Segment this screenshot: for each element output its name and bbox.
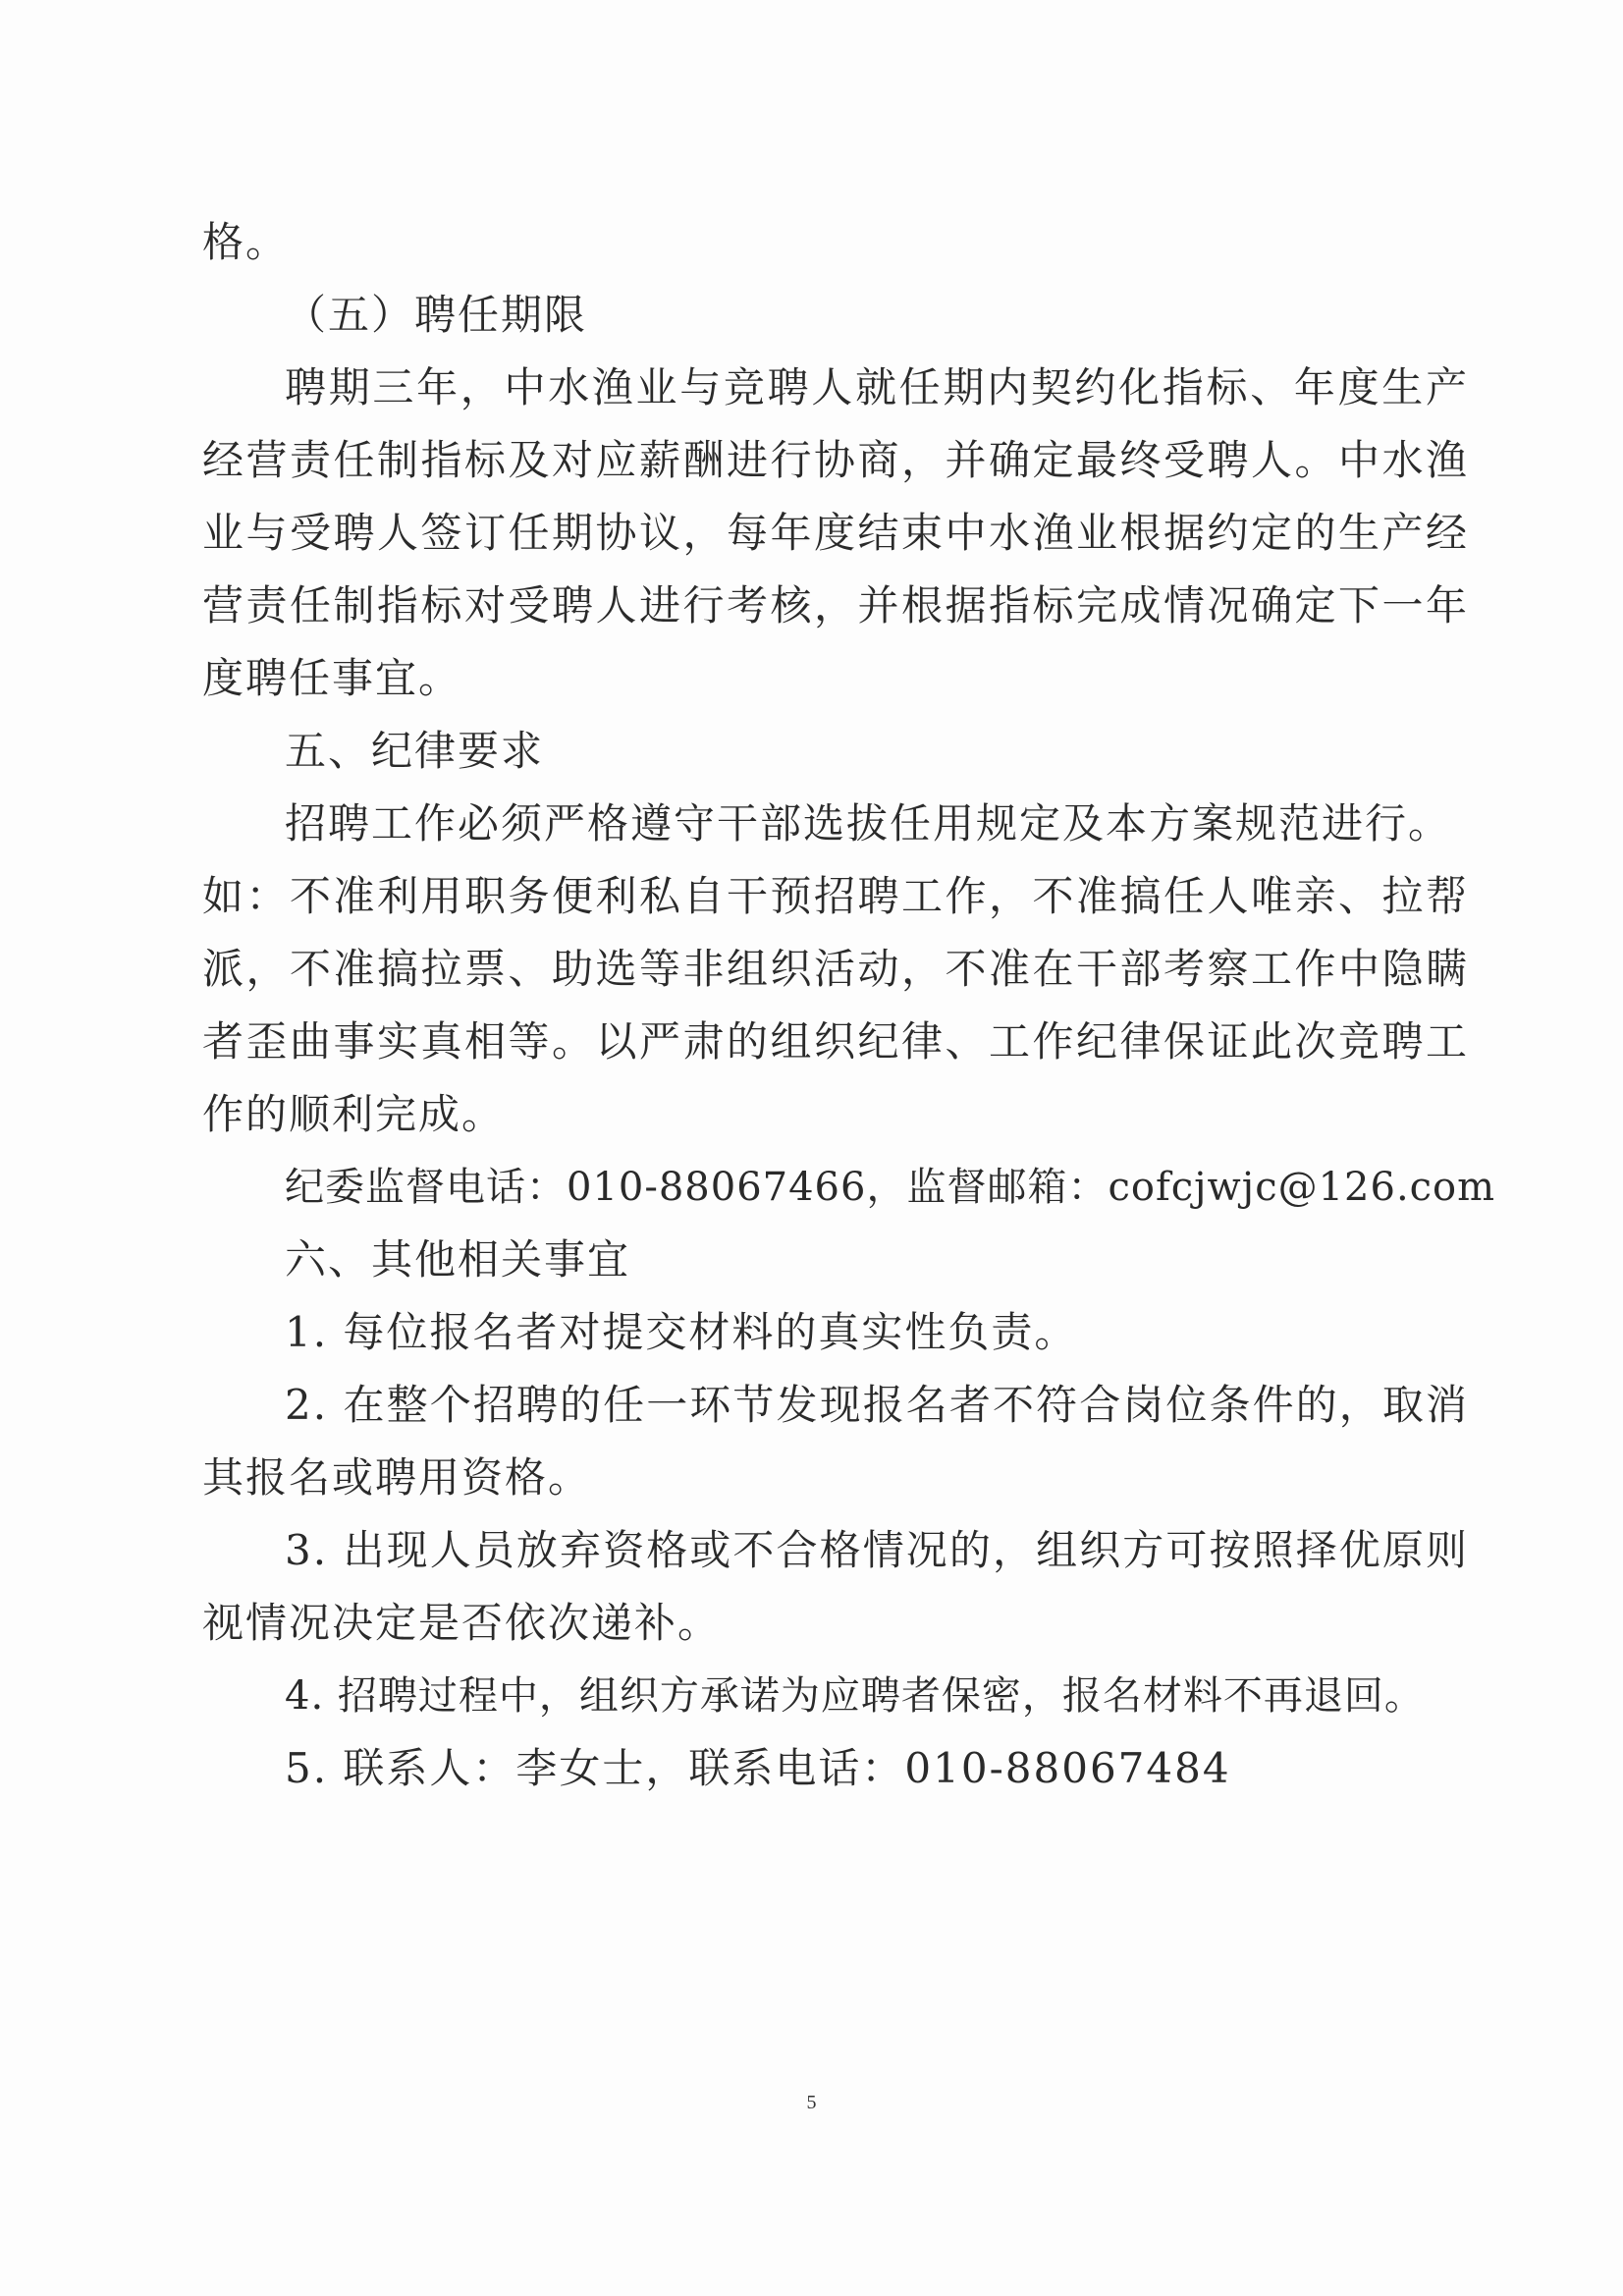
text-line: 招聘工作必须严格遵守干部选拔任用规定及本方案规范进行。	[285, 799, 1452, 847]
page-number: 5	[806, 2092, 817, 2113]
text-line: 经营责任制指标及对应薪酬进行协商，并确定最终受聘人。中水渔	[202, 436, 1469, 484]
text-line: 营责任制指标对受聘人进行考核，并根据指标完成情况确定下一年	[202, 581, 1469, 629]
section-heading: 五、纪律要求	[285, 727, 545, 775]
list-item: 4. 招聘过程中，组织方承诺为应聘者保密，报名材料不再退回。	[285, 1673, 1425, 1719]
text-line: 度聘任事宜。	[202, 654, 462, 702]
text-line: 其报名或聘用资格。	[202, 1453, 592, 1502]
list-item: 1. 每位报名者对提交材料的真实性负责。	[285, 1308, 1078, 1356]
text-line: 作的顺利完成。	[202, 1090, 506, 1138]
section-heading: 六、其他相关事宜	[285, 1235, 631, 1284]
list-item: 2. 在整个招聘的任一环节发现报名者不符合岗位条件的，取消	[285, 1381, 1469, 1429]
list-item: 3. 出现人员放弃资格或不合格情况的，组织方可按照择优原则	[285, 1526, 1469, 1574]
text-line: 视情况决定是否依次递补。	[202, 1599, 722, 1647]
contact-line: 5. 联系人：李女士，联系电话：010-88067484	[285, 1744, 1231, 1792]
section-heading: （五）聘任期限	[285, 291, 588, 339]
text-line: 格。	[202, 218, 290, 266]
supervision-contact: 纪委监督电话：010-88067466，监督邮箱：cofcjwjc@126.com	[285, 1165, 1496, 1210]
document-body	[202, 206, 1496, 1805]
text-line: 业与受聘人签订任期协议，每年度结束中水渔业根据约定的生产经	[202, 509, 1469, 557]
text-line: 聘期三年，中水渔业与竞聘人就任期内契约化指标、年度生产	[285, 363, 1469, 411]
text-line: 派，不准搞拉票、助选等非组织活动，不准在干部考察工作中隐瞒	[202, 945, 1469, 993]
text-line: 者歪曲事实真相等。以严肃的组织纪律、工作纪律保证此次竞聘工	[202, 1017, 1469, 1066]
text-line: 如：不准利用职务便利私自干预招聘工作，不准搞任人唯亲、拉帮	[202, 872, 1469, 920]
